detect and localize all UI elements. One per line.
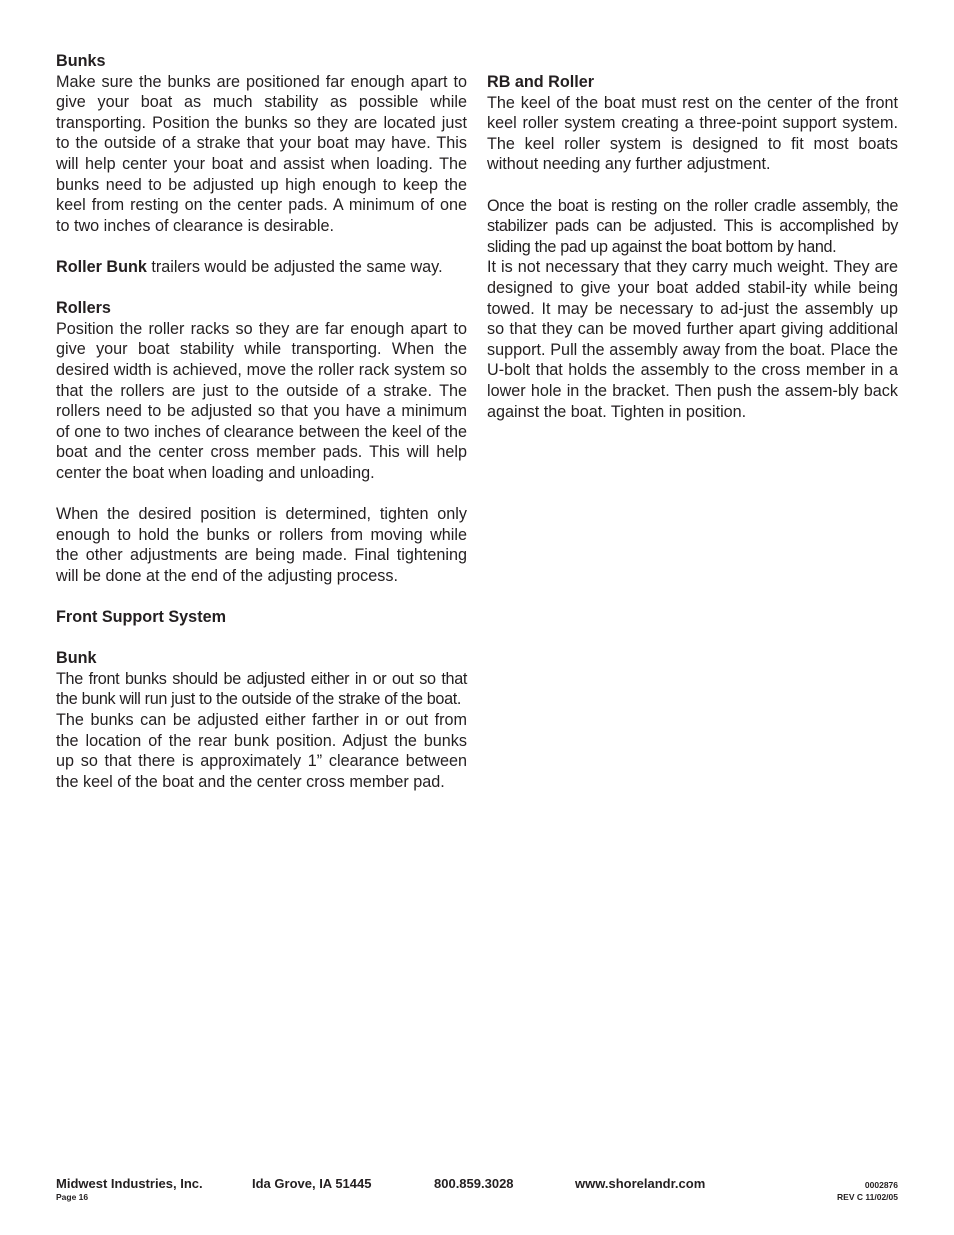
footer-doc-number: 0002876 [864, 1180, 898, 1190]
roller-bunk-label: Roller Bunk [56, 257, 147, 276]
rb-roller-paragraph: The keel of the boat must rest on the center of the front keel roller system creating a three-point support system. The keel roller system is designed to fit most boats without needing any further adjustment. [487, 93, 898, 174]
bunk-paragraph-1: The front bunks should be adjusted either in or out so that the bunk will run just to the outside of the strake of the boat. [56, 669, 467, 709]
bunk-paragraph-2: The bunks can be adjusted either farther in or out from the location of the rear bunk position. Adjust the bunks up so that there is approximately 1” clearance between the keel of the boat and the center cross member pad. [56, 711, 467, 791]
spacer [487, 175, 898, 196]
bunks-paragraph: Make sure the bunks are positioned far enough apart to give your boat as much stability as possible while transporting. Position the bunks so they are located just to the outside of a strake that your boat may have. This will help center your boat and assist when loading. The bunks need to be adjusted up high enough to keep the keel from resting on the center pads. A minimum of one to two inches of clearance is desirable. [56, 72, 467, 235]
stabilizer-paragraph-1: Once the boat is resting on the roller cradle assembly, the stabilizer pads can be adjusted. This is accomplished by sliding the pad up against the boat bottom by hand. [487, 196, 898, 256]
footer-revision: REV C 11/02/05 [837, 1192, 898, 1202]
bunk-heading: Bunk [56, 649, 97, 668]
spacer [56, 278, 467, 299]
footer-company: Midwest Industries, Inc. [56, 1176, 203, 1191]
left-column [56, 51, 467, 792]
footer-city: Ida Grove, IA 51445 [252, 1176, 372, 1191]
footer-website: www.shorelandr.com [575, 1176, 706, 1191]
footer-page-number: Page 16 [56, 1192, 89, 1202]
tighten-paragraph: When the desired position is determined, tighten only enough to hold the bunks or rollers from moving while the other adjustments are being made. Final tightening will be done at the end of the adjusting process. [56, 505, 467, 585]
roller-bunk-paragraph [56, 257, 467, 278]
footer-meta-row [56, 1192, 898, 1204]
footer-contact-row [56, 1176, 898, 1192]
spacer [56, 586, 467, 607]
rb-roller-heading: RB and Roller [487, 73, 595, 91]
front-support-heading: Front Support System [56, 608, 226, 627]
right-column [487, 72, 898, 422]
rollers-heading: Rollers [56, 299, 111, 318]
footer-phone: 800.859.3028 [434, 1176, 514, 1191]
roller-bunk-text: trailers would be adjusted the same way. [146, 257, 443, 276]
rollers-paragraph: Position the roller racks so they are far enough apart to give your boat stability while transporting. When the desired width is achieved, move the roller rack system so that the rollers are just to the outside of a strake. The rollers need to be adjusted so that you have a minimum of one to two inches of clearance between the keel of the boat and the center cross member pads. This will help center the boat when loading and unloading. [56, 319, 467, 482]
spacer [56, 628, 467, 649]
page-footer [56, 1176, 898, 1204]
bunks-heading: Bunks [56, 52, 106, 70]
stabilizer-paragraph-2: It is not necessary that they carry much weight. They are designed to give your boat added stabil-ity while being towed. It may be necessary to ad-just the assembly up so that they can be moved further apart giving additional support. Pull the assembly away from the boat. Place the U-bolt that holds the assembly to the cross member in a lower hole in the bracket. Then push the assem-bly back against the boat. Tighten in position. [487, 258, 898, 421]
spacer [56, 236, 467, 257]
spacer [56, 483, 467, 504]
